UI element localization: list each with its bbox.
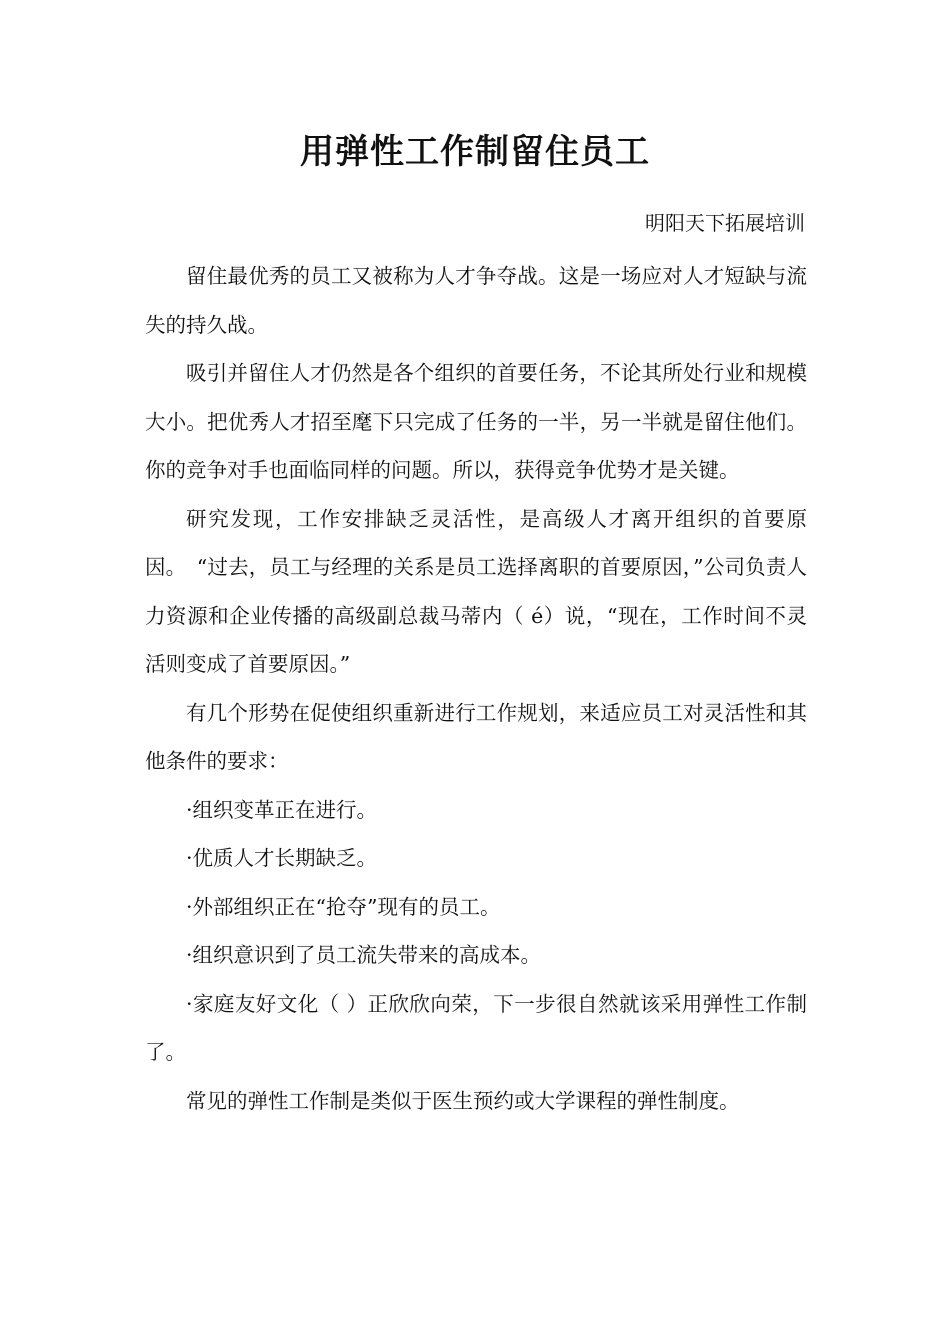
bullet-item: ·组织变革正在进行。 (186, 797, 378, 822)
paragraph: 研究发现，工作安排缺乏灵活性，是高级人才离开组织的首要原因。 “过去，员工与经理的关系是员工选择离职的首要原因，”公司负责人力资源和企业传播的高级副总裁马蒂内（ é）说，“现在，工作时间不灵活则变成了首要原因。” (145, 506, 807, 676)
paragraph: 有几个形势在促使组织重新进行工作规划，来适应员工对灵活性和其他条件的要求： (145, 700, 807, 773)
bullet-item: ·优质人才长期缺乏。 (186, 846, 378, 870)
bullet-item: ·外部组织正在“抢夺”现有的员工。 (186, 894, 501, 919)
document-body (145, 252, 807, 1125)
bullet-item: ·家庭友好文化（ ）正欣欣向荣，下一步很自然就该采用弹性工作制了。 (145, 991, 807, 1064)
paragraph: 常见的弹性工作制是类似于医生预约或大学课程的弹性制度。 (186, 1088, 740, 1113)
paragraph: 吸引并留住人才仍然是各个组织的首要任务，不论其所处行业和规模大小。把优秀人才招至麾下只完成了任务的一半，另一半就是留住他们。你的竞争对手也面临同样的问题。所以，获得竞争优势才是关键。 (145, 361, 807, 482)
bullet-item: ·组织意识到了员工流失带来的高成本。 (186, 943, 542, 967)
document-title: 用弹性工作制留住员工 (300, 132, 650, 172)
paragraph: 留住最优秀的员工又被称为人才争夺战。这是一场应对人才短缺与流失的持久战。 (145, 264, 807, 337)
document-author: 明阳天下拓展培训 (645, 211, 805, 235)
